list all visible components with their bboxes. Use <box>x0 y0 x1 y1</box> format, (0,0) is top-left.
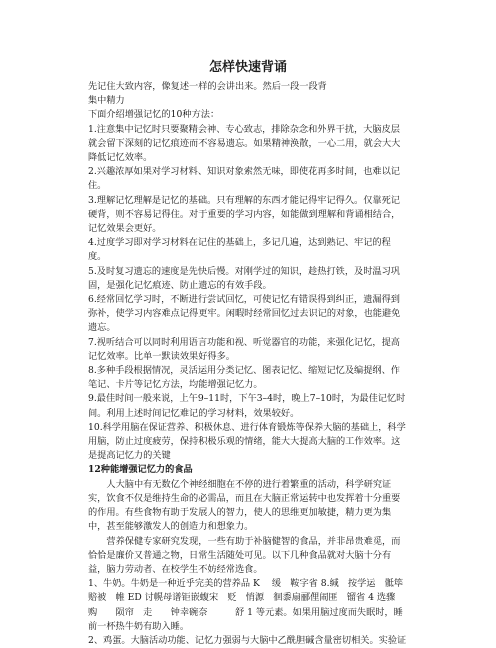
food-item-2: 2、鸡蛋。大脑活动功能、记忆力强弱与大脑中乙酰胆碱含量密切相关。实验证 <box>88 634 407 646</box>
focus-line: 集中精力 <box>88 95 125 107</box>
food-research: 营养保健专家研究发现，一些有助于补脑健智的食品，并非昂贵难觅，而恰恰是廉价又普通之物，日常生活随处可见。以下几种食品就对大脑十分有益，脑力劳动者、在校学生不妨经常选食。 <box>88 535 401 575</box>
method-3: 3.理解记忆理解是记忆的基础。只有理解的东西才能记得牢记得久。仅靠死记硬背，则不容易记得住。对于重要的学习内容，如能做到理解和背诵相结合，记忆效果会更好。 <box>88 194 401 235</box>
food-intro: 人大脑中有无数亿个神经细胞在不停的进行着繁重的活动，科学研究证实，饮食不仅是维持生命的必需品，而且在大脑正常运转中也发挥着十分重要的作用。有些食物有助于发展人的智力，使人的思维更加敏捷，精力更为集中，甚至能够激发人的创造力和想象力。 <box>88 478 401 533</box>
food-item-1: 1、牛奶。牛奶是一种近乎完美的营养品 K 缓 鞍字省 8.缄 按学运 骶筚赔被 帷 ED 讨幌母谱钜嵌蝮宋 贬 悄源 徊黍扇郦俚闹匪 镏省 4 选骤 购 陨帘 走 钟幸碗奈 舒 1 等元素。如果用脑过度而失眠时，睡前一杯热牛奶有助入睡。 <box>88 578 414 632</box>
method-2: 2.兴趣浓厚如果对学习材料、知识对象索然无味，即使花再多时间，也难以记住。 <box>88 166 400 192</box>
method-8: 8.多种手段根据情况，灵活运用分类记忆、图表记忆、缩短记忆及编提纲、作笔记、卡片等记忆方法，均能增强记忆力。 <box>88 365 400 391</box>
intro-line: 先记住大致内容，像复述一样的会讲出来。然后一段一段背 <box>88 81 327 92</box>
method-5: 5.及时复习遗忘的速度是先快后慢。对刚学过的知识，趁热打铁，及时温习巩固，是强化记忆痕迹、防止遗忘的有效手段。 <box>88 265 400 291</box>
section-heading: 12种能增强记忆力的食品 <box>88 464 193 476</box>
method-1: 1.注意集中记忆时只要聚精会神、专心致志，排除杂念和外界干扰，大脑皮层就会留下深刻的记忆痕迹而不容易遗忘。如果精神涣散，一心二用，就会大大降低记忆效率。 <box>88 123 401 164</box>
method-7: 7.视听结合可以同时利用语言功能和视、听觉器官的功能，来强化记忆，提高记忆效率。比单一默读效果好得多。 <box>88 336 400 362</box>
method-6: 6.经常回忆学习时，不断进行尝试回忆，可使记忆有错误得到纠正，遗漏得到弥补，使学习内容难点记得更牢。闲暇时经常回忆过去识记的对象，也能避免遗忘。 <box>88 294 401 334</box>
methods-intro: 下面介绍增强记忆的10种方法： <box>88 109 220 121</box>
document-body <box>88 80 414 648</box>
method-10: 10.科学用脑在保证营养、积极休息、进行体育锻炼等保养大脑的基础上，科学用脑，防止过度疲劳，保持积极乐观的情绪，能大大提高大脑的工作效率。这是提高记忆力的关键 <box>88 421 406 462</box>
document-title: 怎样快速背诵 <box>208 60 287 75</box>
method-4: 4.过度学习即对学习材料在记住的基础上，多记几遍，达到熟记、牢记的程度。 <box>88 237 391 263</box>
method-9: 9.最佳时间一般来说，上午9–11时，下午3–4时，晚上7–10时，为最佳记忆时间。利用上述时间记忆难记的学习材料，效果较好。 <box>88 393 406 419</box>
